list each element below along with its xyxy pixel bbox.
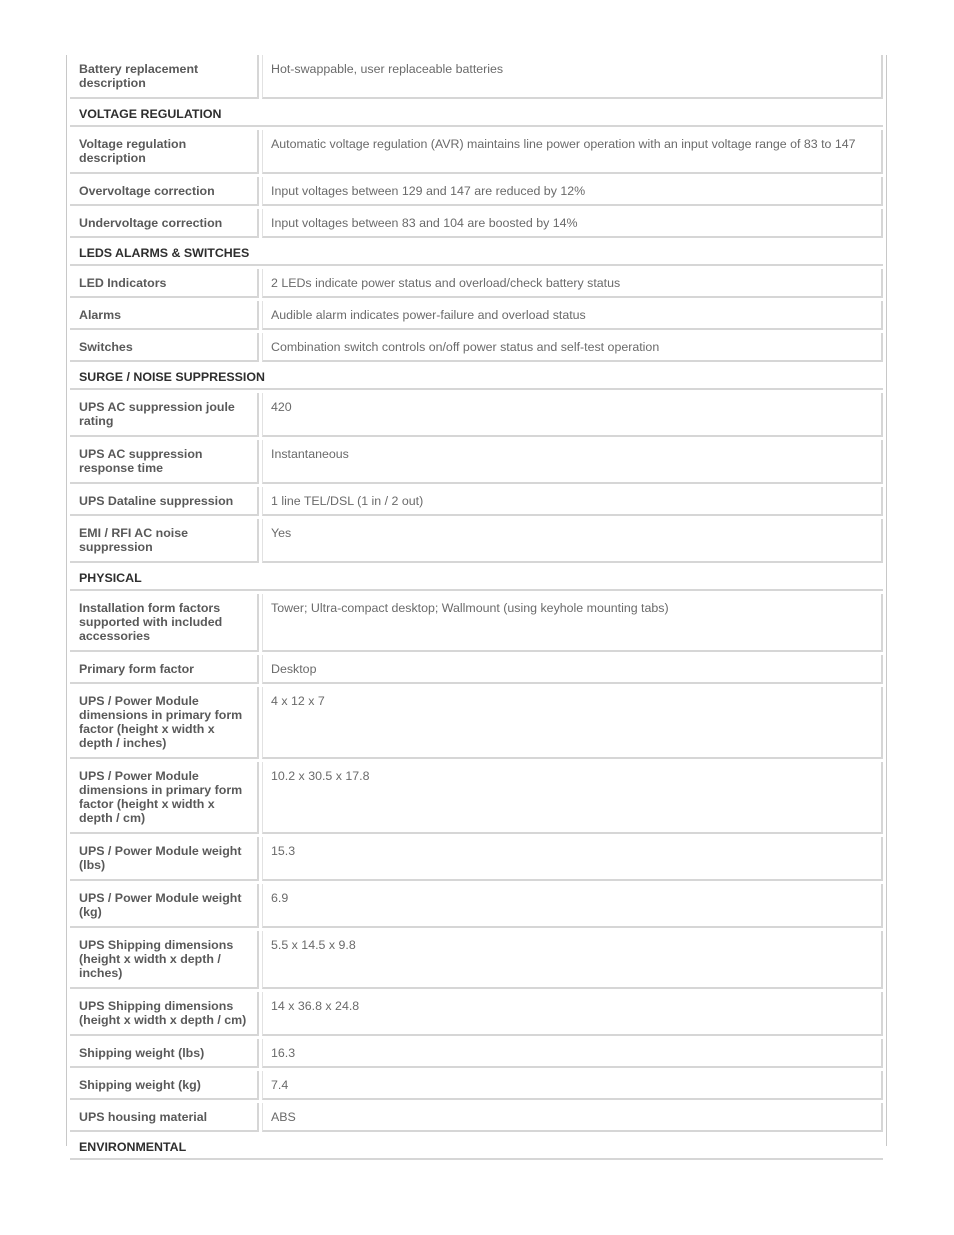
spec-label: Overvoltage correction	[70, 177, 259, 206]
spec-value: Hot-swappable, user replaceable batteries	[262, 55, 883, 99]
spec-row	[70, 687, 883, 759]
spec-label: UPS Shipping dimensions (height x width x depth / inches)	[70, 931, 259, 989]
spec-label: UPS / Power Module weight (kg)	[70, 884, 259, 928]
spec-row	[70, 1071, 883, 1100]
spec-row	[70, 837, 883, 881]
spec-value: 2 LEDs indicate power status and overload/check battery status	[262, 269, 883, 298]
spec-value: 14 x 36.8 x 24.8	[262, 992, 883, 1036]
spec-row	[70, 655, 883, 684]
spec-value: 1 line TEL/DSL (1 in / 2 out)	[262, 487, 883, 516]
spec-table	[66, 55, 887, 1154]
spec-row	[70, 130, 883, 174]
spec-row	[70, 1039, 883, 1068]
section-heading: ENVIRONMENTAL	[70, 1135, 883, 1160]
spec-value: 15.3	[262, 837, 883, 881]
spec-value: Input voltages between 83 and 104 are boosted by 14%	[262, 209, 883, 238]
spec-row	[70, 333, 883, 362]
spec-value: Desktop	[262, 655, 883, 684]
spec-row	[70, 487, 883, 516]
spec-label: UPS AC suppression response time	[70, 440, 259, 484]
spec-label: Primary form factor	[70, 655, 259, 684]
spec-value: 5.5 x 14.5 x 9.8	[262, 931, 883, 989]
spec-row	[70, 762, 883, 834]
spec-label: Battery replacement description	[70, 55, 259, 99]
spec-value: 6.9	[262, 884, 883, 928]
spec-label: UPS / Power Module weight (lbs)	[70, 837, 259, 881]
spec-row	[70, 519, 883, 563]
spec-value: Combination switch controls on/off power status and self-test operation	[262, 333, 883, 362]
spec-label: UPS Shipping dimensions (height x width x depth / cm)	[70, 992, 259, 1036]
spec-label: Undervoltage correction	[70, 209, 259, 238]
spec-row	[70, 884, 883, 928]
spec-value: Yes	[262, 519, 883, 563]
spec-row	[70, 393, 883, 437]
spec-label: Installation form factors supported with included accessories	[70, 594, 259, 652]
spec-value: Tower; Ultra-compact desktop; Wallmount (using keyhole mounting tabs)	[262, 594, 883, 652]
spec-row	[70, 55, 883, 99]
spec-label: Shipping weight (kg)	[70, 1071, 259, 1100]
spec-row	[70, 301, 883, 330]
spec-row	[70, 931, 883, 989]
spec-row	[70, 209, 883, 238]
spec-value: Input voltages between 129 and 147 are reduced by 12%	[262, 177, 883, 206]
spec-label: Voltage regulation description	[70, 130, 259, 174]
spec-value: ABS	[262, 1103, 883, 1132]
spec-row	[70, 440, 883, 484]
spec-label: UPS housing material	[70, 1103, 259, 1132]
spec-label: EMI / RFI AC noise suppression	[70, 519, 259, 563]
spec-label: UPS / Power Module dimensions in primary form factor (height x width x depth / cm)	[70, 762, 259, 834]
spec-row	[70, 269, 883, 298]
spec-row	[70, 594, 883, 652]
spec-label: UPS Dataline suppression	[70, 487, 259, 516]
spec-label: Shipping weight (lbs)	[70, 1039, 259, 1068]
spec-value: 10.2 x 30.5 x 17.8	[262, 762, 883, 834]
spec-row	[70, 1103, 883, 1132]
spec-value: 420	[262, 393, 883, 437]
spec-value: 4 x 12 x 7	[262, 687, 883, 759]
section-heading: SURGE / NOISE SUPPRESSION	[70, 365, 883, 390]
spec-label: LED Indicators	[70, 269, 259, 298]
spec-label: UPS AC suppression joule rating	[70, 393, 259, 437]
spec-row	[70, 177, 883, 206]
spec-label: Alarms	[70, 301, 259, 330]
spec-value: Audible alarm indicates power-failure and overload status	[262, 301, 883, 330]
spec-value: 7.4	[262, 1071, 883, 1100]
spec-value: Automatic voltage regulation (AVR) maintains line power operation with an input voltage range of 83 to 147	[262, 130, 883, 174]
section-heading: VOLTAGE REGULATION	[70, 102, 883, 127]
spec-row	[70, 992, 883, 1036]
spec-value: Instantaneous	[262, 440, 883, 484]
spec-value: 16.3	[262, 1039, 883, 1068]
spec-label: UPS / Power Module dimensions in primary form factor (height x width x depth / inches)	[70, 687, 259, 759]
section-heading: PHYSICAL	[70, 566, 883, 591]
spec-label: Switches	[70, 333, 259, 362]
section-heading: LEDS ALARMS & SWITCHES	[70, 241, 883, 266]
